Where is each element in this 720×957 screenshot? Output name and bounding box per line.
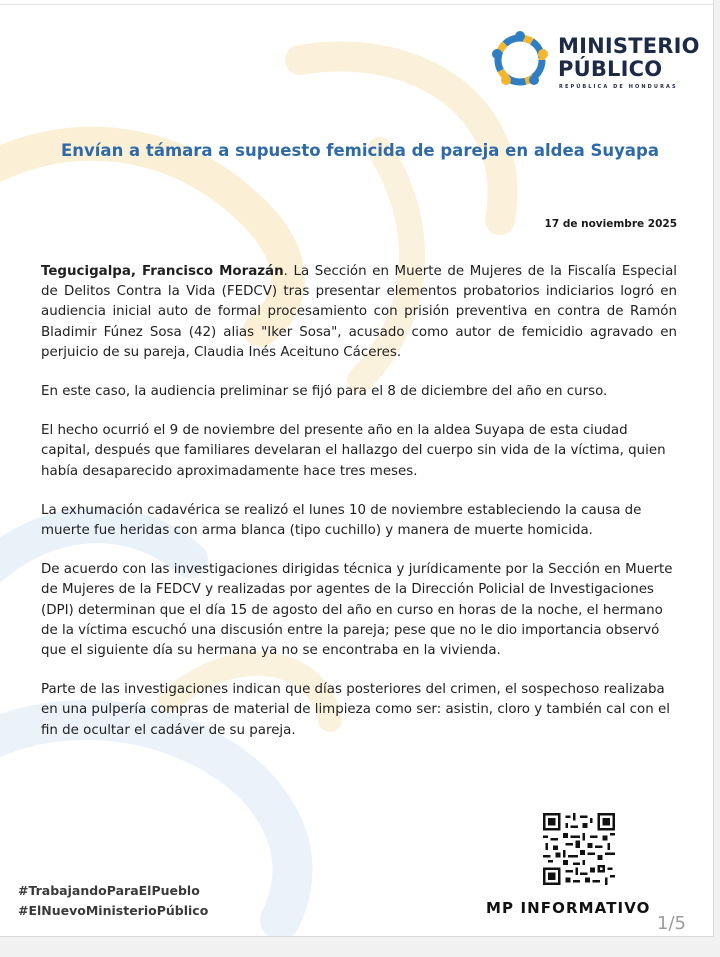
footer-hashtags [18,881,208,921]
page-counter: 1/5 [657,913,686,934]
paragraph-3: El hecho ocurrió el 9 de noviembre del presente año en la aldea Suyapa de esta ciudad capital, después que familiares develaran el hallazgo del cuerpo sin vida de la víctima, quien había desaparecido aproximadamente hace tres meses. [41,423,666,479]
release-date: 17 de noviembre 2025 [544,218,677,230]
paragraph-4: La exhumación cadavérica se realizó el lunes 10 de noviembre estableciendo la causa de muerte fue heridas con arma blanca (tipo cuchillo) y manera de muerte homicida. [41,502,642,539]
qr-code-icon [543,813,615,885]
paragraph-6: Parte de las investigaciones indican que días posteriores del crimen, el sospechoso realizaba en una pulpería compras de material de limpieza como ser: asistin, cloro y también cal con el fin de ocultar el cadáver de su pareja. [41,682,670,738]
paragraph-2: En este caso, la audiencia preliminar se fijó para el 8 de diciembre del año en curso. [41,384,608,400]
page-top-border [0,4,714,5]
mp-logo-icon [488,28,552,92]
viewer-right-gutter [714,0,720,957]
ministerio-publico-logo [488,28,698,96]
dateline: Tegucigalpa, Francisco Morazán [41,264,284,279]
press-release-body [41,262,677,760]
logo-subtitle: REPÚBLICA DE HONDURAS [559,84,678,90]
hashtag-nuevo-ministerio[interactable]: #ElNuevoMinisterioPúblico [18,903,209,918]
mp-informativo-brand: MP INFORMATIVO [486,899,651,917]
paragraph-1 [41,262,677,363]
logo-title-line2: PÚBLICO [558,57,663,81]
paragraph-1-text: . La Sección en Muerte de Mujeres de la Fiscalía Especial de Delitos Contra la Vida (FEDCV) tras presentar elementos probatorios indiciarios logró en audiencia inicial auto de formal procesamiento con prisión preventiva en contra de Ramón Bladimir Fúnez Sosa (42) alias "Iker Sosa", acusado como autor de femicidio agravado en perjuicio de su pareja, Claudia Inés Aceituno Cáceres. [41,264,678,360]
hashtag-trabajando[interactable]: #TrabajandoParaElPueblo [18,883,200,898]
paragraph-5: De acuerdo con las investigaciones dirigidas técnica y jurídicamente por la Sección en Muerte de Mujeres de la FEDCV y realizadas por agentes de la Dirección Policial de Investigaciones (DPI) determinan que el día 15 de agosto del año en curso en horas de la noche, el hermano de la víctima escuchó una discusión entre la pareja; pese que no le dio importancia observó que el siguiente día su hermana ya no se encontraba en la vivienda. [41,562,673,659]
logo-title-line1: MINISTERIO [558,34,700,58]
press-release-headline: Envían a támara a supuesto femicida de pareja en aldea Suyapa [61,141,659,160]
viewer-bottom-gutter [0,937,720,957]
